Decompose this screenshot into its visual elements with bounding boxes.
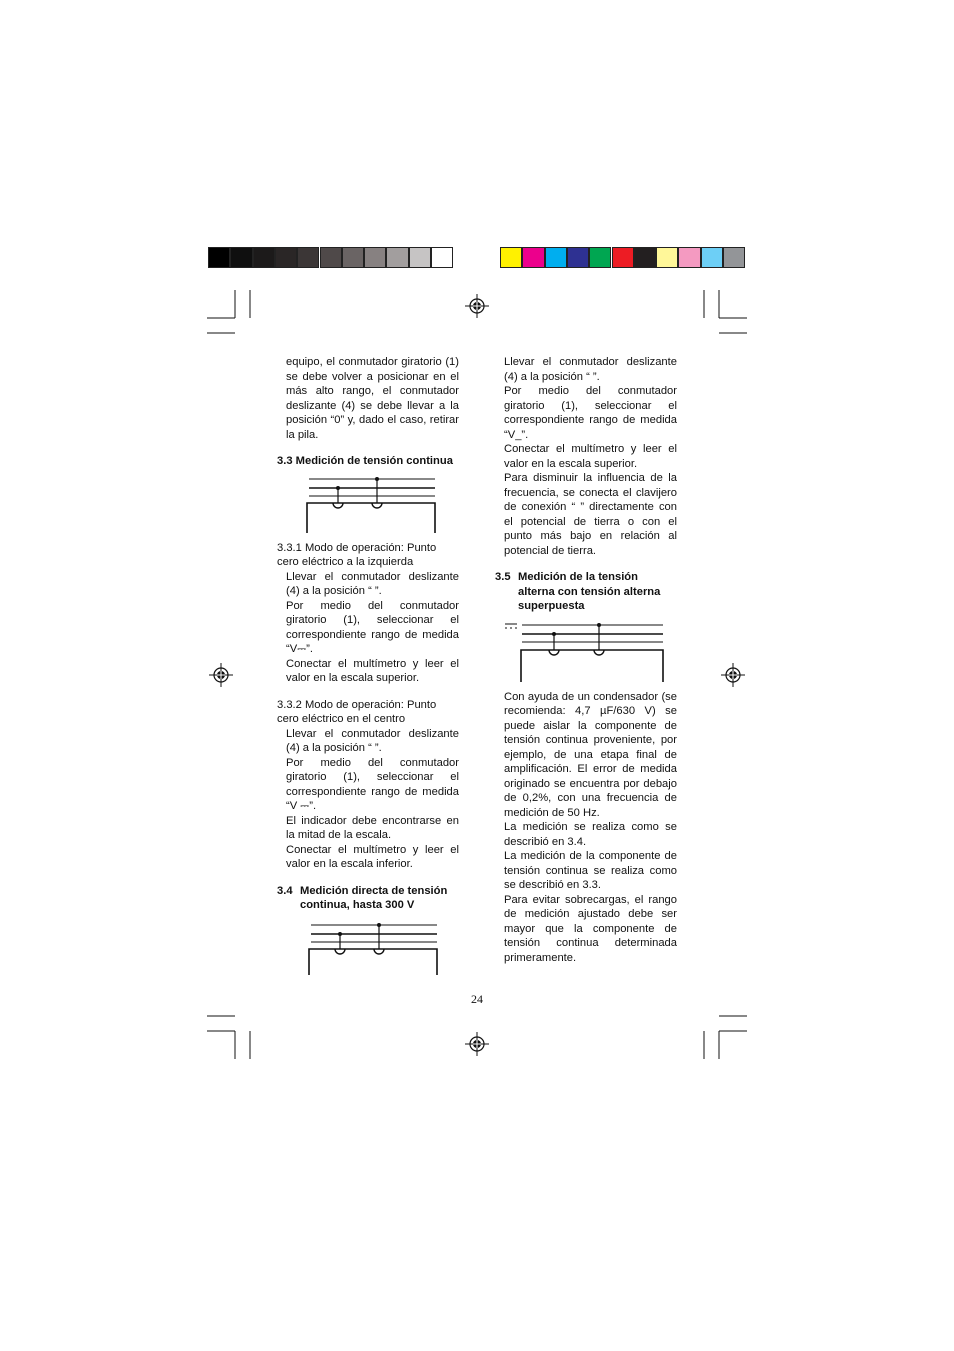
page-number: 24 bbox=[471, 992, 483, 1006]
right-paragraph-7: La medición de la componente de tensión continua se realiza como se describió en 3.3. bbox=[504, 850, 677, 891]
registration-mark-right bbox=[721, 663, 745, 687]
right-column bbox=[495, 355, 677, 965]
direct-dc-voltage-circuit-diagram bbox=[277, 919, 459, 975]
left-column bbox=[277, 355, 459, 981]
section-3-3-2-step-3: El indicador debe encontrarse en la mitad de la escala. bbox=[286, 814, 459, 841]
right-paragraph-8: Para evitar sobrecargas, el rango de medición ajustado debe ser mayor que la componente de tensión continua determinada primeramente. bbox=[504, 893, 677, 964]
section-3-5-title: Medición de la tensión alterna con tensión alterna superpuesta bbox=[518, 571, 661, 612]
section-3-3-1-step-1: Llevar el conmutador deslizante (4) a la posición “ ”. bbox=[286, 570, 459, 597]
registration-mark-bottom bbox=[465, 1032, 489, 1056]
section-3-3-heading: 3.3 Medición de tensión continua bbox=[277, 455, 453, 467]
registration-mark-top bbox=[465, 294, 489, 318]
dc-voltage-circuit-diagram bbox=[277, 475, 459, 535]
section-3-3-1-step-2: Por medio del conmutador giratorio (1), seleccionar el correspondiente rango de medida “V⎓”. bbox=[286, 599, 459, 655]
section-3-3-2-step-2: Por medio del conmutador giratorio (1), seleccionar el correspondiente rango de medida “V ⎓”. bbox=[286, 756, 459, 812]
section-3-5-number: 3.5 bbox=[495, 571, 511, 583]
registration-mark-left bbox=[209, 663, 233, 687]
section-3-5-heading bbox=[495, 570, 677, 614]
right-paragraph-6: La medición se realiza como se describió en 3.4. bbox=[504, 821, 677, 848]
right-step-2: Por medio del conmutador giratorio (1), seleccionar el correspondiente rango de medida “V_”. bbox=[504, 385, 677, 441]
section-3-4-number: 3.4 bbox=[277, 884, 293, 897]
right-step-1: Llevar el conmutador deslizante (4) a la posición “ ”. bbox=[504, 356, 677, 383]
right-paragraph-5: Con ayuda de un condensador (se recomienda: 4,7 µF/630 V) se puede aislar la componente de tensión continua proveniente, por ejemplo, de una etapa final de amplificación. El error de medida originado se encuentra por debajo de 0,2%, con una frecuencia de medición de 50 Hz. bbox=[504, 690, 677, 819]
section-3-3-2-step-1: Llevar el conmutador deslizante (4) a la posición “ ”. bbox=[286, 727, 459, 754]
section-3-3-1-step-3: Conectar el multímetro y leer el valor en la escala superior. bbox=[286, 657, 459, 684]
section-3-4-heading bbox=[277, 884, 459, 913]
right-step-4: Para disminuir la influencia de la frecuencia, se conecta el clavijero de conexión “ ” directamente con el potencial de tierra o con el punto más bajo en relación al potencial de tierra. bbox=[504, 472, 677, 557]
section-3-3-1-title: 3.3.1 Modo de operación: Punto cero eléctrico a la izquierda bbox=[277, 541, 437, 568]
ac-superposed-circuit-diagram bbox=[495, 620, 677, 684]
intro-paragraph: equipo, el conmutador giratorio (1) se debe volver a posicionar en el más alto rango, el conmutador deslizante (4) se debe llevar a la posición “0” y, dado el caso, retirar la pila. bbox=[286, 356, 459, 441]
section-3-3-2-step-4: Conectar el multímetro y leer el valor en la escala inferior. bbox=[286, 843, 459, 870]
right-step-3: Conectar el multímetro y leer el valor en la escala superior. bbox=[504, 443, 677, 470]
section-3-4-title: Medición directa de tensión continua, hasta 300 V bbox=[300, 884, 448, 911]
section-3-3-2-title: 3.3.2 Modo de operación: Punto cero eléctrico en el centro bbox=[277, 698, 437, 725]
